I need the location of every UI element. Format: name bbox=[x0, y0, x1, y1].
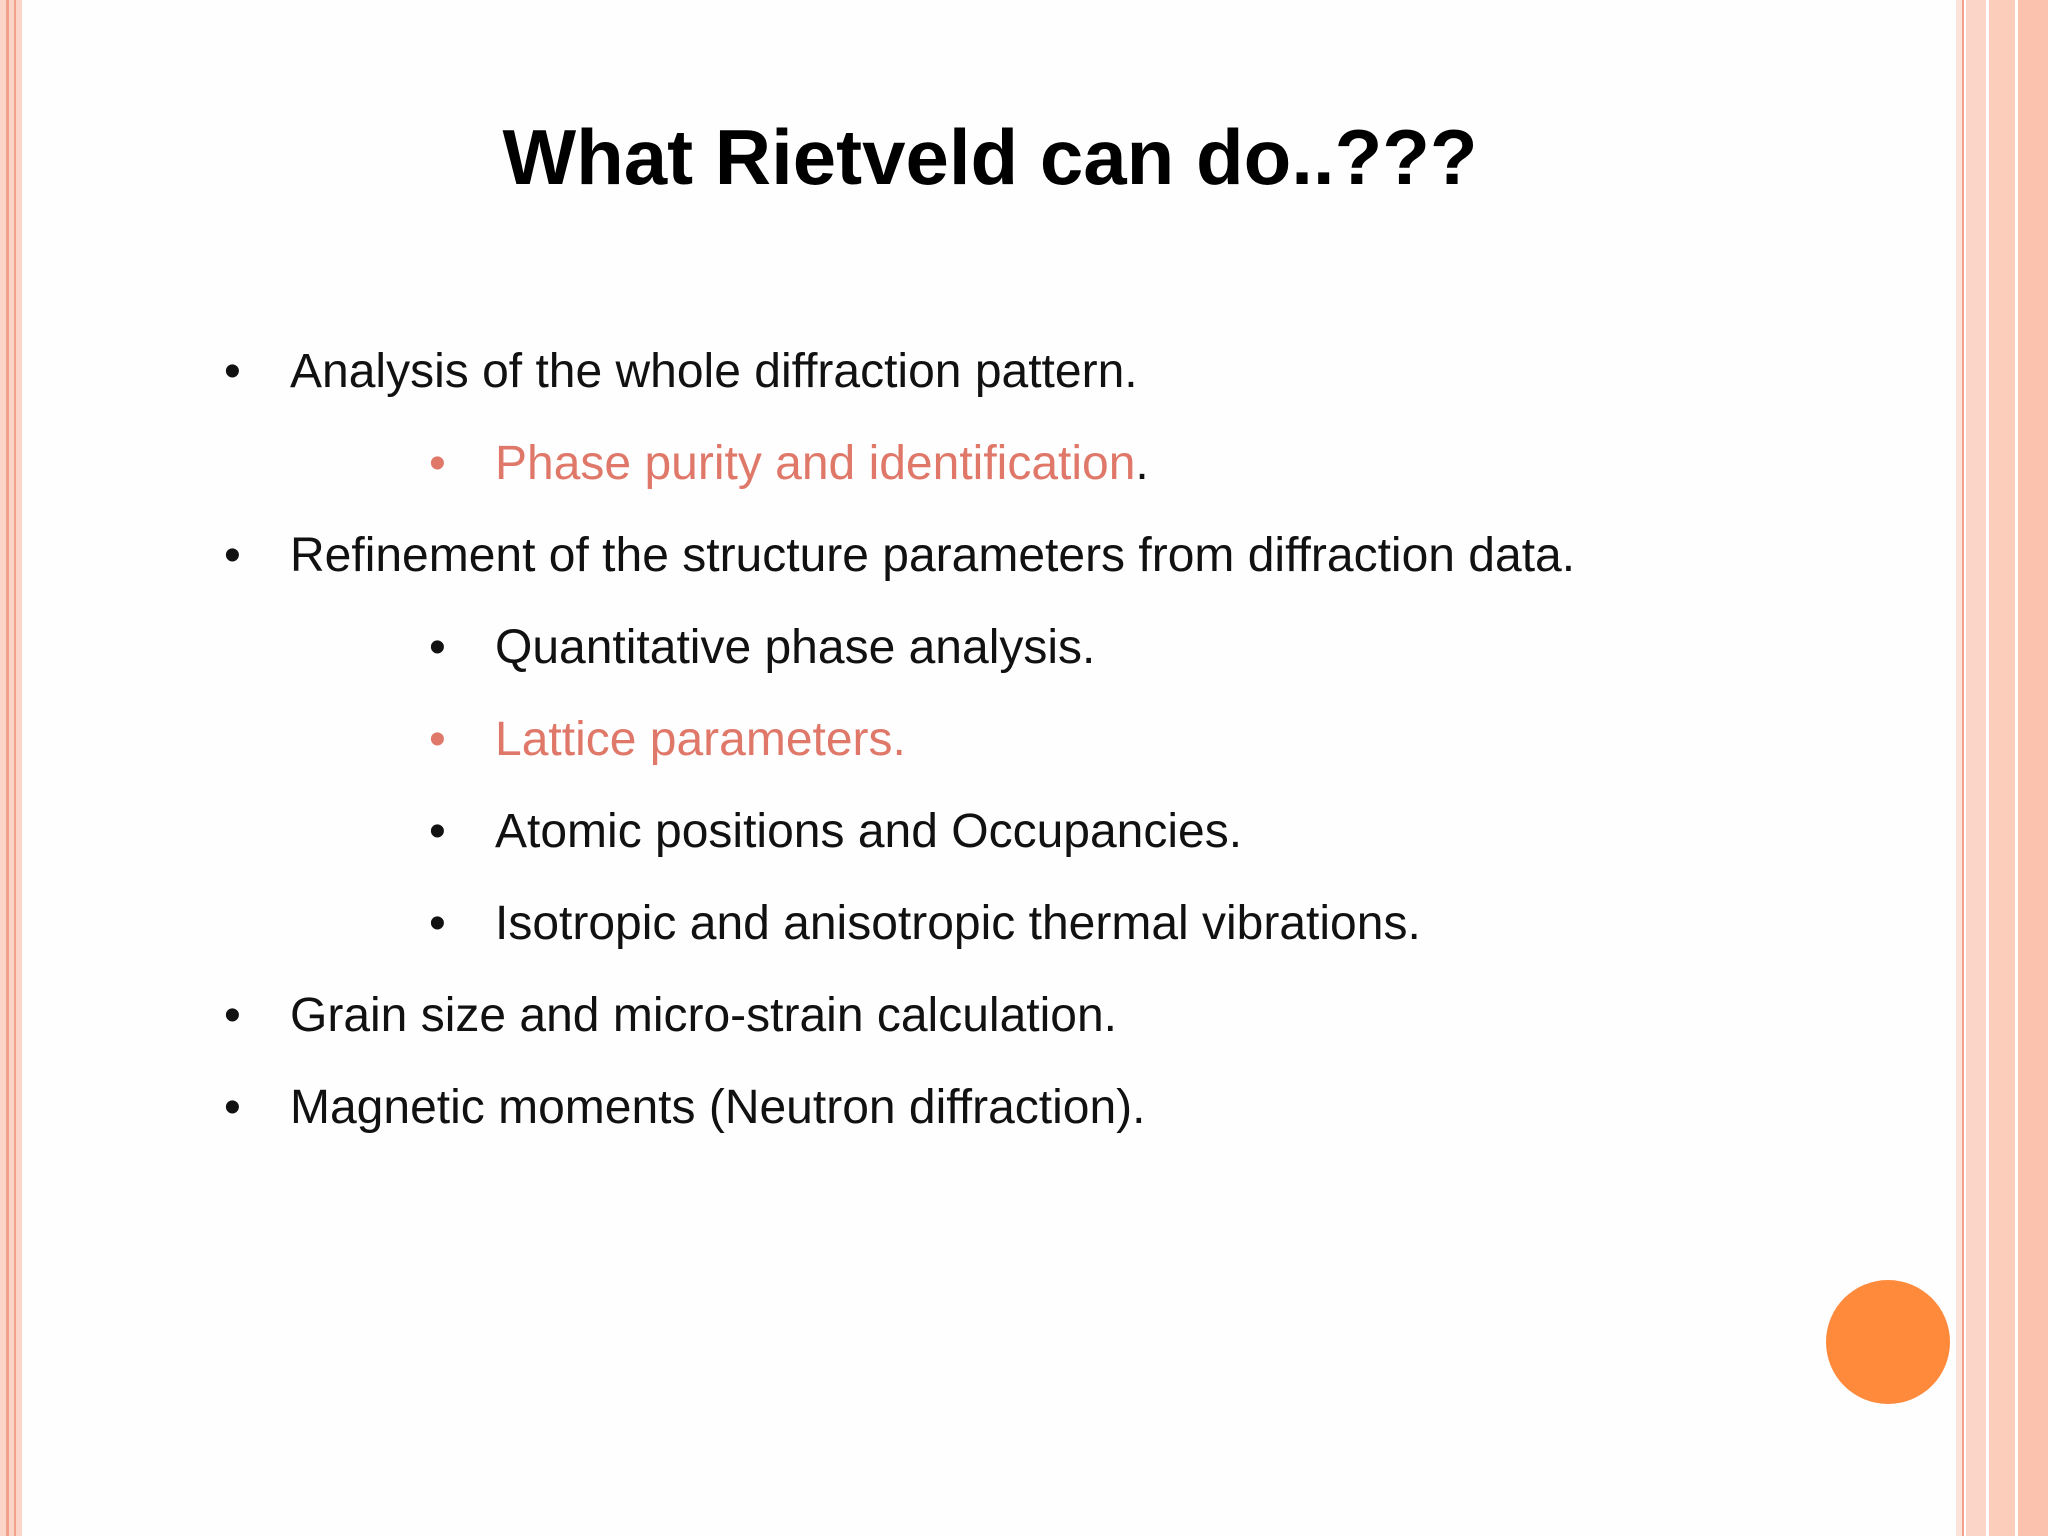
right-border-band bbox=[1989, 0, 2015, 1536]
bullet-item bbox=[429, 713, 906, 766]
right-border-line bbox=[1962, 0, 1964, 1536]
bullet-item bbox=[429, 437, 1149, 490]
bullet-text: Isotropic and anisotropic thermal vibrations. bbox=[495, 897, 1421, 950]
bullet-text: Lattice parameters. bbox=[495, 713, 906, 766]
slide-title: What Rietveld can do..??? bbox=[502, 113, 1478, 201]
bullet-glyph: • bbox=[224, 345, 241, 398]
bullet-text: Grain size and micro-strain calculation. bbox=[290, 989, 1117, 1042]
bullet-glyph: • bbox=[429, 621, 446, 674]
bullet-item bbox=[224, 989, 1117, 1042]
bullet-item bbox=[429, 897, 1421, 950]
right-decorative-border bbox=[1956, 0, 2048, 1536]
bullet-glyph: • bbox=[429, 897, 446, 950]
bullet-glyph: • bbox=[224, 989, 241, 1042]
bullet-glyph: • bbox=[429, 713, 446, 766]
orange-circle-decoration bbox=[1826, 1280, 1950, 1404]
bullet-text-suffix: . bbox=[1135, 437, 1149, 490]
bullet-glyph: • bbox=[429, 805, 446, 858]
bullet-text: Magnetic moments (Neutron diffraction). bbox=[290, 1081, 1146, 1134]
bullet-text: Analysis of the whole diffraction pattern. bbox=[290, 345, 1138, 398]
bullet-item bbox=[224, 529, 1576, 582]
bullet-text: Atomic positions and Occupancies. bbox=[495, 805, 1243, 858]
right-border-band bbox=[2018, 0, 2048, 1536]
bullet-glyph: • bbox=[429, 437, 446, 490]
bullet-text: Phase purity and identification bbox=[495, 437, 1136, 490]
bullet-item bbox=[224, 345, 1138, 398]
bullet-item bbox=[429, 805, 1243, 858]
bullet-text: Quantitative phase analysis. bbox=[495, 621, 1096, 674]
bullet-glyph: • bbox=[224, 529, 241, 582]
bullet-item bbox=[224, 1081, 1146, 1134]
bullet-item bbox=[429, 621, 1096, 674]
bullet-glyph: • bbox=[224, 1081, 241, 1134]
right-border-band bbox=[1966, 0, 1986, 1536]
bullet-text: Refinement of the structure parameters from diffraction data. bbox=[290, 529, 1576, 582]
